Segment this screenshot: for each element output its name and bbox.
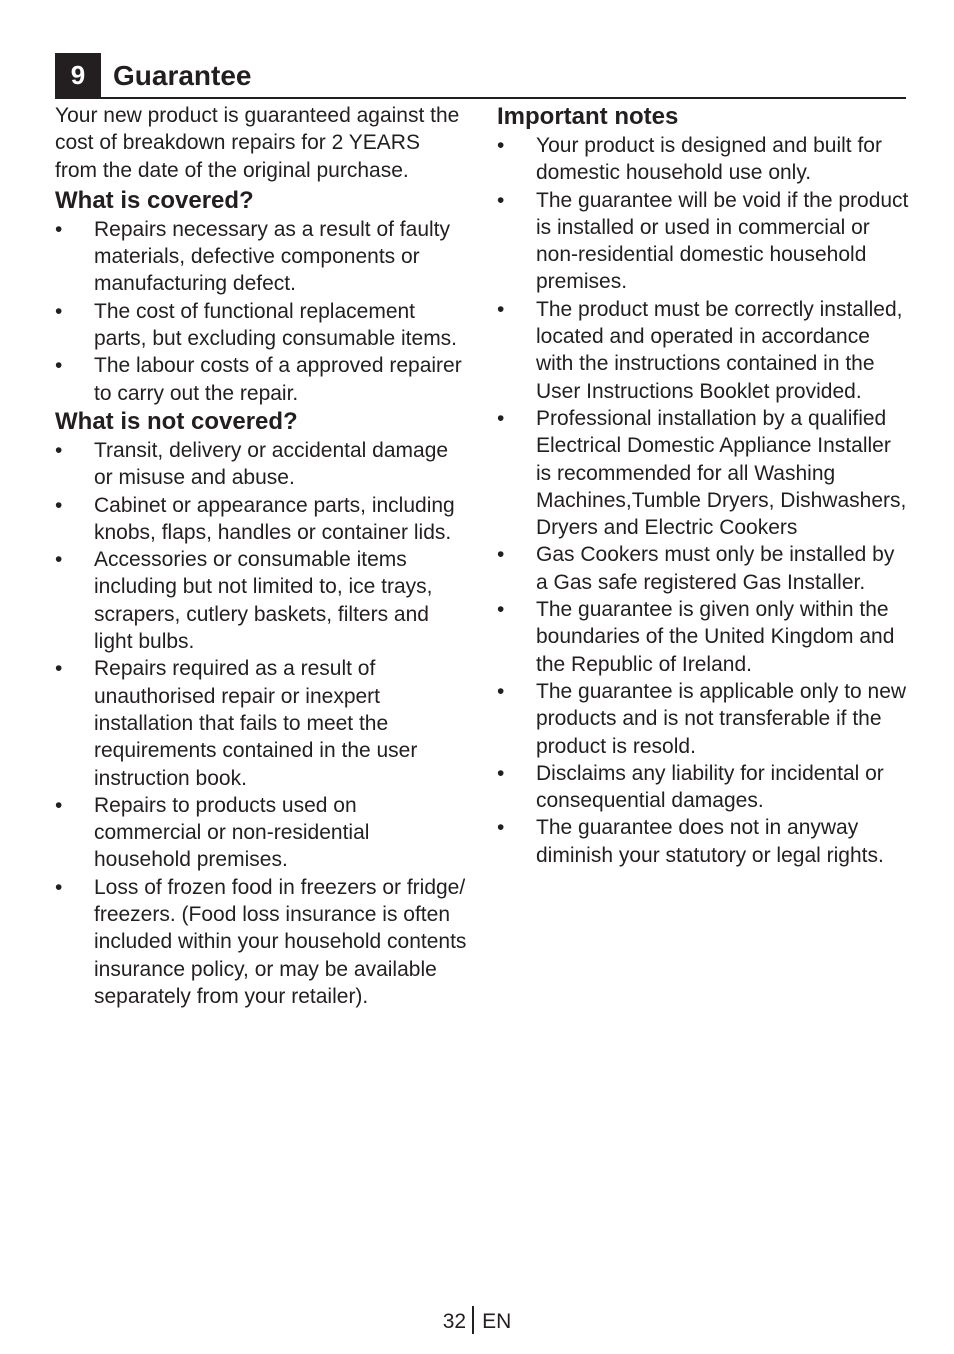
list-item: • Accessories or consumable items including but not limited to, ice trays, scrapers, cutlery baskets, filters and light bulbs.: [55, 548, 433, 654]
covered-list: [55, 216, 467, 407]
bullet-icon: •: [497, 188, 505, 212]
bullet-icon: •: [55, 793, 63, 817]
list-item: • Cabinet or appearance parts, including knobs, flaps, handles or container lids.: [55, 493, 455, 544]
not-covered-heading: What is not covered?: [55, 407, 298, 435]
page-footer: [0, 1308, 954, 1336]
list-item: • The guarantee does not in anyway diminish your statutory or legal rights.: [497, 816, 884, 867]
bullet-icon: •: [55, 548, 63, 572]
list-item: • Your product is designed and built for domestic household use only.: [497, 134, 882, 185]
bullet-icon: •: [497, 297, 505, 321]
list-item: • The guarantee is applicable only to new products and is not transferable if the product is resold.: [497, 679, 907, 758]
list-item: • The labour costs of a approved repairer to carry out the repair.: [55, 354, 462, 405]
section-number: 9: [55, 53, 101, 97]
bullet-icon: •: [497, 406, 505, 430]
list-item: • Gas Cookers must only be installed by a Gas safe registered Gas Installer.: [497, 543, 895, 594]
important-notes-list: [497, 132, 909, 869]
list-item: • Loss of frozen food in freezers or fridge/ freezers. (Food loss insurance is often included within your household contents insurance policy, or may be available separately from your retailer).: [55, 875, 467, 1008]
language-code: EN: [482, 1310, 512, 1333]
bullet-icon: •: [55, 299, 63, 323]
page-number: 32: [442, 1310, 467, 1333]
list-item: • Transit, delivery or accidental damage or misuse and abuse.: [55, 438, 449, 490]
bullet-icon: •: [497, 543, 505, 567]
list-item: • Professional installation by a qualified Electrical Domestic Appliance Installer is recommended for all Washing Machines,Tumble Dryers, Dishwashers, Dryers and Electric Cookers: [497, 406, 907, 540]
bullet-icon: •: [55, 354, 63, 378]
bullet-icon: •: [497, 679, 505, 703]
intro-paragraph: Your new product is guaranteed against the cost of breakdown repairs for 2 YEARS from the date of the original purchase.: [55, 104, 460, 182]
section-header: [55, 53, 906, 99]
bullet-icon: •: [55, 217, 63, 241]
bullet-icon: •: [497, 598, 505, 622]
list-item: • The guarantee will be void if the product is installed or used in commercial or non-residential domestic household premises.: [497, 188, 909, 294]
bullet-icon: •: [55, 438, 63, 462]
bullet-icon: •: [55, 657, 63, 681]
bullet-icon: •: [497, 134, 505, 157]
not-covered-list: [55, 437, 467, 1010]
bullet-icon: •: [55, 493, 63, 517]
list-item: • The guarantee is given only within the boundaries of the United Kingdom and the Republic of Ireland.: [497, 598, 895, 676]
list-item: • The product must be correctly installed, located and operated in accordance with the instructions contained in the User Instructions Booklet provided.: [497, 297, 903, 403]
important-notes-heading: Important notes: [497, 103, 679, 130]
list-item: • Disclaims any liability for incidental or consequential damages.: [497, 761, 884, 813]
list-item: • Repairs necessary as a result of faulty materials, defective components or manufacturing defect.: [55, 217, 450, 296]
covered-heading: What is covered?: [55, 186, 254, 214]
list-item: • Repairs to products used on commercial or non-residential household premises.: [55, 793, 370, 872]
right-column: [497, 102, 909, 869]
bullet-icon: •: [497, 761, 505, 785]
section-title: Guarantee: [113, 60, 252, 91]
footer-divider: [472, 1306, 474, 1334]
list-item: • Repairs required as a result of unauthorised repair or inexpert installation that fails to meet the requirements contained in the user instruction book.: [55, 657, 418, 790]
list-item: • The cost of functional replacement parts, but excluding consumable items.: [55, 299, 458, 351]
left-column: [55, 102, 467, 1010]
bullet-icon: •: [55, 875, 63, 899]
bullet-icon: •: [497, 816, 505, 840]
